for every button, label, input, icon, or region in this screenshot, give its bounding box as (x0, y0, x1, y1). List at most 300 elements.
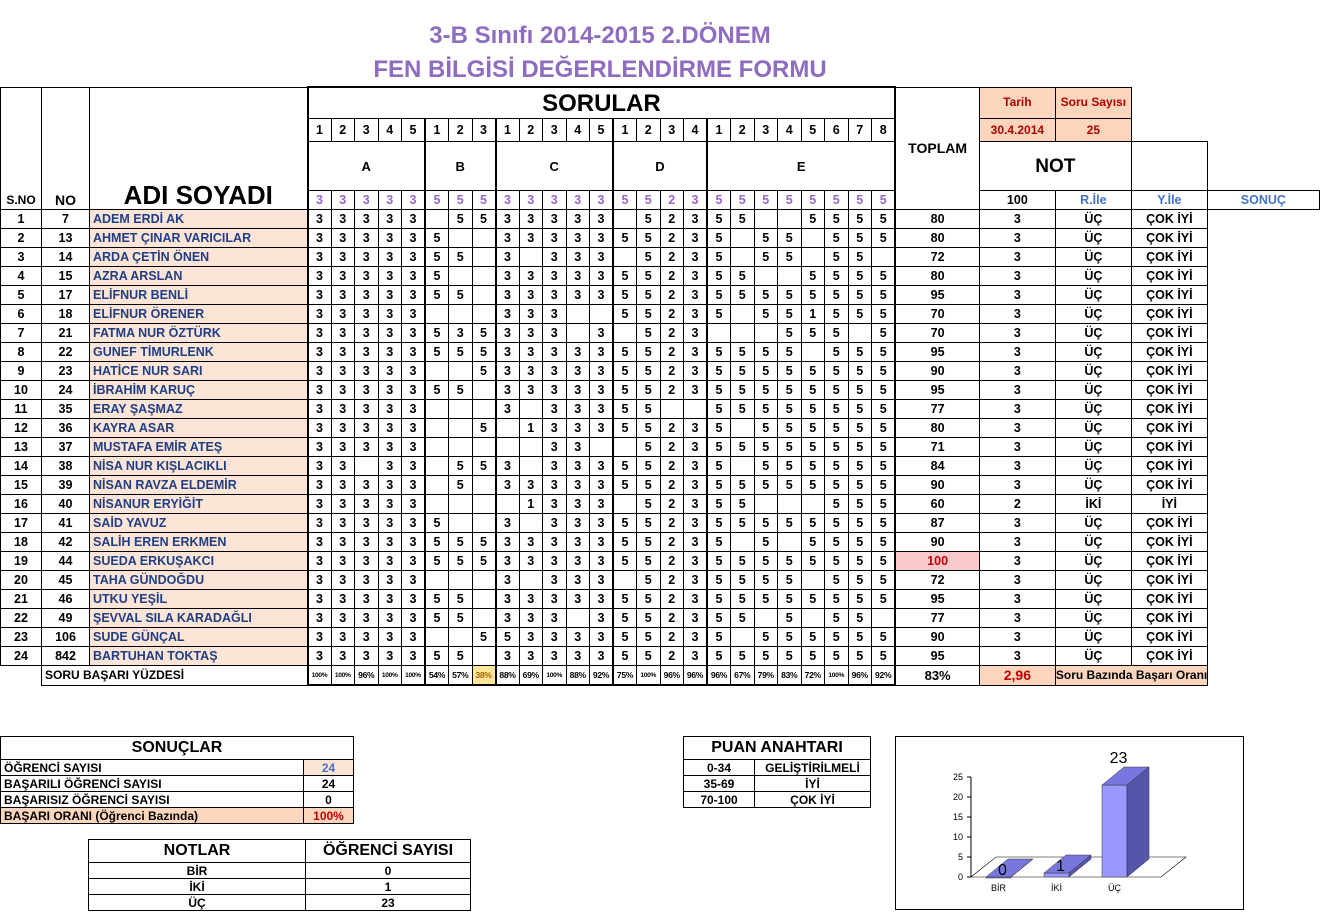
student-no: 46 (42, 590, 90, 609)
score-cell: 5 (707, 381, 731, 400)
score-cell (754, 609, 778, 628)
score-cell: 5 (754, 248, 778, 267)
score-cell: 3 (684, 609, 708, 628)
score-key-title: PUAN ANAHTARI (684, 737, 871, 760)
score-cell: 5 (872, 362, 896, 381)
score-cell: 3 (402, 609, 426, 628)
student-no: 37 (42, 438, 90, 457)
score-cell: 5 (707, 609, 731, 628)
score-cell: 5 (731, 476, 755, 495)
question-success-percent: 100% (543, 666, 567, 686)
score-cell: 3 (355, 609, 379, 628)
score-cell: 5 (825, 457, 849, 476)
score-cell (425, 571, 449, 590)
score-cell: 5 (872, 495, 896, 514)
score-cell: 5 (801, 419, 825, 438)
student-no: 36 (42, 419, 90, 438)
question-points: 3 (355, 191, 379, 210)
student-no: 24 (42, 381, 90, 400)
score-cell: 5 (754, 514, 778, 533)
score-cell: 3 (449, 324, 473, 343)
x-tick-label: BİR (990, 883, 1007, 893)
score-cell: 5 (637, 248, 661, 267)
score-cell: 5 (613, 514, 637, 533)
score-cell: 3 (566, 552, 590, 571)
student-y-grade: ÜÇ (1055, 343, 1131, 362)
score-cell: 3 (378, 609, 402, 628)
score-cell: 3 (519, 590, 543, 609)
score-cell: 5 (637, 571, 661, 590)
score-cell: 3 (590, 248, 614, 267)
score-cell: 3 (331, 647, 355, 666)
student-r-grade: 3 (979, 210, 1055, 229)
score-cell: 3 (378, 229, 402, 248)
score-cell: 5 (707, 248, 731, 267)
student-total: 70 (895, 305, 979, 324)
score-cell: 3 (331, 381, 355, 400)
student-result: ÇOK İYİ (1131, 419, 1207, 438)
student-result: ÇOK İYİ (1131, 514, 1207, 533)
score-cell: 3 (590, 514, 614, 533)
student-no: 41 (42, 514, 90, 533)
score-cell: 3 (566, 533, 590, 552)
y-ile-header: Y.İle (1131, 191, 1207, 210)
student-total: 95 (895, 343, 979, 362)
score-cell: 3 (402, 400, 426, 419)
student-sno: 8 (1, 343, 42, 362)
bar-side (1127, 767, 1149, 877)
score-cell: 5 (754, 571, 778, 590)
student-r-grade: 3 (979, 457, 1055, 476)
score-cell: 5 (731, 210, 755, 229)
student-r-grade: 3 (979, 305, 1055, 324)
score-cell (754, 210, 778, 229)
score-cell (472, 476, 496, 495)
date-value: 30.4.2014 (979, 119, 1055, 142)
score-cell: 3 (402, 419, 426, 438)
score-cell: 5 (707, 457, 731, 476)
question-number: 2 (331, 119, 355, 142)
student-total: 95 (895, 381, 979, 400)
student-row (1, 419, 1320, 438)
score-cell: 5 (731, 552, 755, 571)
score-cell: 3 (519, 267, 543, 286)
score-cell: 5 (825, 362, 849, 381)
score-cell (566, 609, 590, 628)
score-cell: 5 (707, 628, 731, 647)
score-cell: 3 (496, 514, 520, 533)
score-cell (613, 210, 637, 229)
score-cell: 5 (613, 647, 637, 666)
score-cell: 5 (848, 457, 872, 476)
student-result: ÇOK İYİ (1131, 457, 1207, 476)
student-name: NİSA NUR KIŞLACIKLI (90, 457, 308, 476)
page-subtitle: FEN BİLGİSİ DEĞERLENDİRME FORMU (373, 56, 827, 83)
score-cell: 5 (707, 362, 731, 381)
score-cell: 5 (778, 286, 802, 305)
score-cell: 5 (778, 476, 802, 495)
question-success-percent: 92% (590, 666, 614, 686)
score-cell: 5 (825, 305, 849, 324)
score-cell: 3 (566, 362, 590, 381)
score-cell: 5 (449, 381, 473, 400)
score-cell: 5 (801, 457, 825, 476)
score-cell: 5 (425, 609, 449, 628)
student-no: 22 (42, 343, 90, 362)
score-cell (449, 305, 473, 324)
question-points: 3 (684, 191, 708, 210)
score-cell: 3 (496, 647, 520, 666)
question-points: 5 (707, 191, 731, 210)
score-cell (566, 305, 590, 324)
score-cell: 5 (731, 343, 755, 362)
score-cell (731, 419, 755, 438)
score-cell: 3 (355, 286, 379, 305)
score-cell: 5 (472, 343, 496, 362)
score-cell: 5 (872, 267, 896, 286)
score-cell: 3 (355, 590, 379, 609)
score-cell: 5 (449, 248, 473, 267)
score-cell: 3 (496, 362, 520, 381)
score-cell: 3 (402, 533, 426, 552)
score-cell (472, 267, 496, 286)
score-cell: 5 (449, 343, 473, 362)
score-cell: 3 (590, 324, 614, 343)
score-cell: 5 (425, 324, 449, 343)
y-tick-label: 0 (957, 872, 963, 882)
score-cell: 3 (519, 552, 543, 571)
score-cell: 3 (496, 571, 520, 590)
data-label: 23 (1109, 750, 1128, 767)
question-success-percent: 54% (425, 666, 449, 686)
score-cell: 3 (496, 229, 520, 248)
student-result: ÇOK İYİ (1131, 286, 1207, 305)
score-cell (872, 248, 896, 267)
score-cell: 3 (566, 381, 590, 400)
score-cell: 5 (707, 590, 731, 609)
score-cell: 2 (660, 628, 684, 647)
score-cell: 3 (331, 305, 355, 324)
score-cell: 3 (331, 495, 355, 514)
score-cell: 5 (707, 571, 731, 590)
question-number: 1 (496, 119, 520, 142)
student-row (1, 324, 1320, 343)
score-cell (425, 419, 449, 438)
score-cell: 3 (566, 647, 590, 666)
question-points: 3 (308, 191, 332, 210)
score-cell: 3 (308, 419, 332, 438)
score-cell: 3 (331, 533, 355, 552)
average-grade: 2,96 (979, 666, 1055, 686)
question-success-percent: 96% (684, 666, 708, 686)
score-cell: 5 (801, 647, 825, 666)
score-cell: 3 (590, 628, 614, 647)
score-cell: 3 (355, 514, 379, 533)
score-cell: 3 (331, 362, 355, 381)
score-cell (731, 229, 755, 248)
score-cell: 3 (331, 457, 355, 476)
score-cell: 3 (684, 267, 708, 286)
student-name: SALİH EREN ERKMEN (90, 533, 308, 552)
grades-head-count: ÖĞRENCİ SAYISI (306, 840, 471, 863)
score-cell (472, 514, 496, 533)
student-total: 71 (895, 438, 979, 457)
student-sno: 6 (1, 305, 42, 324)
question-points: 5 (825, 191, 849, 210)
student-name: SUDE GÜNÇAL (90, 628, 308, 647)
score-cell: 3 (331, 571, 355, 590)
score-cell: 5 (778, 628, 802, 647)
student-total: 100 (895, 552, 979, 571)
question-number: 6 (825, 119, 849, 142)
score-cell (613, 248, 637, 267)
score-cell: 2 (660, 476, 684, 495)
score-cell: 5 (848, 552, 872, 571)
student-no: 18 (42, 305, 90, 324)
question-number: 1 (613, 119, 637, 142)
score-cell: 5 (472, 419, 496, 438)
score-cell (731, 533, 755, 552)
score-cell: 5 (825, 381, 849, 400)
question-group-a: A (308, 142, 426, 191)
student-result: ÇOK İYİ (1131, 552, 1207, 571)
grade-header: NOT (979, 142, 1131, 191)
score-cell (449, 571, 473, 590)
student-r-grade: 2 (979, 495, 1055, 514)
score-cell: 5 (613, 419, 637, 438)
score-cell: 3 (308, 609, 332, 628)
student-result: İYİ (1131, 495, 1207, 514)
student-row (1, 571, 1320, 590)
result-header: SONUÇ (1207, 191, 1319, 210)
score-cell: 3 (566, 210, 590, 229)
student-no: 842 (42, 647, 90, 666)
question-points: 2 (660, 191, 684, 210)
score-cell: 5 (754, 286, 778, 305)
score-cell (472, 286, 496, 305)
score-cell: 5 (731, 400, 755, 419)
student-sno: 20 (1, 571, 42, 590)
student-y-grade: ÜÇ (1055, 438, 1131, 457)
grade-label: İKİ (89, 879, 306, 895)
question-success-percent: 88% (496, 666, 520, 686)
question-points: 3 (331, 191, 355, 210)
score-cell (472, 571, 496, 590)
x-tick-label: İKİ (1050, 883, 1063, 893)
score-cell: 5 (731, 495, 755, 514)
score-cell: 5 (425, 381, 449, 400)
student-y-grade: ÜÇ (1055, 362, 1131, 381)
score-cell: 5 (707, 305, 731, 324)
grade-chart-svg (896, 737, 1243, 909)
student-sno: 1 (1, 210, 42, 229)
score-cell: 5 (449, 533, 473, 552)
student-y-grade: ÜÇ (1055, 533, 1131, 552)
score-cell: 3 (543, 229, 567, 248)
score-cell (731, 324, 755, 343)
score-cell: 5 (778, 514, 802, 533)
student-name: ELİFNUR ÖRENER (90, 305, 308, 324)
bar-top (986, 859, 1033, 877)
student-row (1, 381, 1320, 400)
score-cell: 3 (496, 552, 520, 571)
score-cell: 3 (566, 457, 590, 476)
score-cell: 3 (308, 381, 332, 400)
score-cell: 2 (660, 514, 684, 533)
question-success-percent: 69% (519, 666, 543, 686)
question-number: 5 (590, 119, 614, 142)
score-cell: 3 (590, 381, 614, 400)
score-cell: 5 (754, 400, 778, 419)
student-name: NİSAN RAVZA ELDEMİR (90, 476, 308, 495)
score-cell: 3 (543, 381, 567, 400)
score-cell: 5 (825, 248, 849, 267)
student-sno: 16 (1, 495, 42, 514)
student-row (1, 305, 1320, 324)
score-cell: 3 (402, 324, 426, 343)
r-ile-header: R.İle (1055, 191, 1131, 210)
question-success-percent: 96% (707, 666, 731, 686)
score-cell: 3 (496, 343, 520, 362)
question-number: 2 (637, 119, 661, 142)
score-cell: 3 (590, 457, 614, 476)
question-points: 3 (566, 191, 590, 210)
score-cell (425, 400, 449, 419)
score-cell: 5 (801, 210, 825, 229)
score-cell: 3 (331, 343, 355, 362)
score-cell: 1 (801, 305, 825, 324)
student-sno: 12 (1, 419, 42, 438)
score-cell (472, 495, 496, 514)
score-cell: 5 (848, 590, 872, 609)
score-cell: 5 (801, 381, 825, 400)
score-cell: 3 (543, 609, 567, 628)
score-cell: 5 (872, 381, 896, 400)
student-r-grade: 3 (979, 229, 1055, 248)
score-cell: 5 (731, 609, 755, 628)
score-cell (590, 305, 614, 324)
score-cell: 3 (543, 438, 567, 457)
student-row (1, 628, 1320, 647)
question-number: 7 (848, 119, 872, 142)
score-cell: 1 (519, 495, 543, 514)
question-points: 5 (449, 191, 473, 210)
score-cell: 3 (566, 286, 590, 305)
student-y-grade: ÜÇ (1055, 267, 1131, 286)
score-cell (519, 438, 543, 457)
student-sno: 17 (1, 514, 42, 533)
score-cell (472, 609, 496, 628)
student-r-grade: 3 (979, 286, 1055, 305)
score-cell: 5 (613, 381, 637, 400)
score-cell: 5 (872, 419, 896, 438)
score-cell: 3 (590, 343, 614, 362)
question-points: 5 (472, 191, 496, 210)
score-cell (613, 324, 637, 343)
student-total: 90 (895, 533, 979, 552)
score-cell: 5 (848, 495, 872, 514)
score-cell: 3 (402, 343, 426, 362)
student-result: ÇOK İYİ (1131, 590, 1207, 609)
question-group-d: D (613, 142, 707, 191)
student-name: KAYRA ASAR (90, 419, 308, 438)
score-cell: 3 (566, 248, 590, 267)
student-result: ÇOK İYİ (1131, 628, 1207, 647)
score-cell: 3 (684, 571, 708, 590)
score-cell: 2 (660, 419, 684, 438)
score-cell: 5 (637, 229, 661, 248)
score-cell: 5 (848, 305, 872, 324)
score-cell: 3 (590, 419, 614, 438)
student-r-grade: 3 (979, 248, 1055, 267)
student-sno: 22 (1, 609, 42, 628)
score-cell: 3 (566, 628, 590, 647)
score-cell: 5 (613, 286, 637, 305)
score-cell: 5 (848, 400, 872, 419)
score-cell: 5 (472, 552, 496, 571)
student-row (1, 248, 1320, 267)
score-cell (684, 400, 708, 419)
score-cell: 3 (566, 267, 590, 286)
student-r-grade: 3 (979, 571, 1055, 590)
score-cell: 3 (378, 343, 402, 362)
score-cell: 5 (637, 495, 661, 514)
student-name: FATMA NUR ÖZTÜRK (90, 324, 308, 343)
score-cell: 5 (872, 533, 896, 552)
score-cell: 3 (519, 609, 543, 628)
student-r-grade: 3 (979, 381, 1055, 400)
results-summary-table (0, 736, 354, 824)
score-cell: 3 (308, 457, 332, 476)
score-cell: 5 (707, 343, 731, 362)
score-cell (519, 457, 543, 476)
score-cell: 3 (590, 400, 614, 419)
student-count-label: ÖĞRENCİ SAYISI (1, 760, 304, 776)
score-cell: 5 (637, 343, 661, 362)
score-cell: 3 (684, 628, 708, 647)
score-cell (519, 571, 543, 590)
student-name: TAHA GÜNDOĞDU (90, 571, 308, 590)
student-total: 84 (895, 457, 979, 476)
student-r-grade: 3 (979, 609, 1055, 628)
score-cell: 3 (378, 590, 402, 609)
score-cell (449, 514, 473, 533)
score-cell: 5 (778, 590, 802, 609)
score-cell: 3 (684, 590, 708, 609)
student-sno: 24 (1, 647, 42, 666)
score-cell: 5 (754, 552, 778, 571)
failed-count-value: 0 (304, 792, 354, 808)
score-cell: 5 (848, 419, 872, 438)
score-cell (519, 400, 543, 419)
student-row (1, 400, 1320, 419)
question-points: 3 (543, 191, 567, 210)
score-cell: 3 (543, 343, 567, 362)
score-cell: 3 (355, 305, 379, 324)
student-name: NİSANUR ERYİĞİT (90, 495, 308, 514)
student-r-grade: 3 (979, 324, 1055, 343)
student-sno: 14 (1, 457, 42, 476)
student-result: ÇOK İYİ (1131, 229, 1207, 248)
score-cell: 5 (801, 476, 825, 495)
score-cell (778, 533, 802, 552)
data-label: 0 (998, 862, 1007, 879)
question-points: 5 (613, 191, 637, 210)
score-cell: 3 (378, 571, 402, 590)
score-cell (731, 457, 755, 476)
score-cell: 5 (825, 609, 849, 628)
score-cell: 5 (449, 609, 473, 628)
